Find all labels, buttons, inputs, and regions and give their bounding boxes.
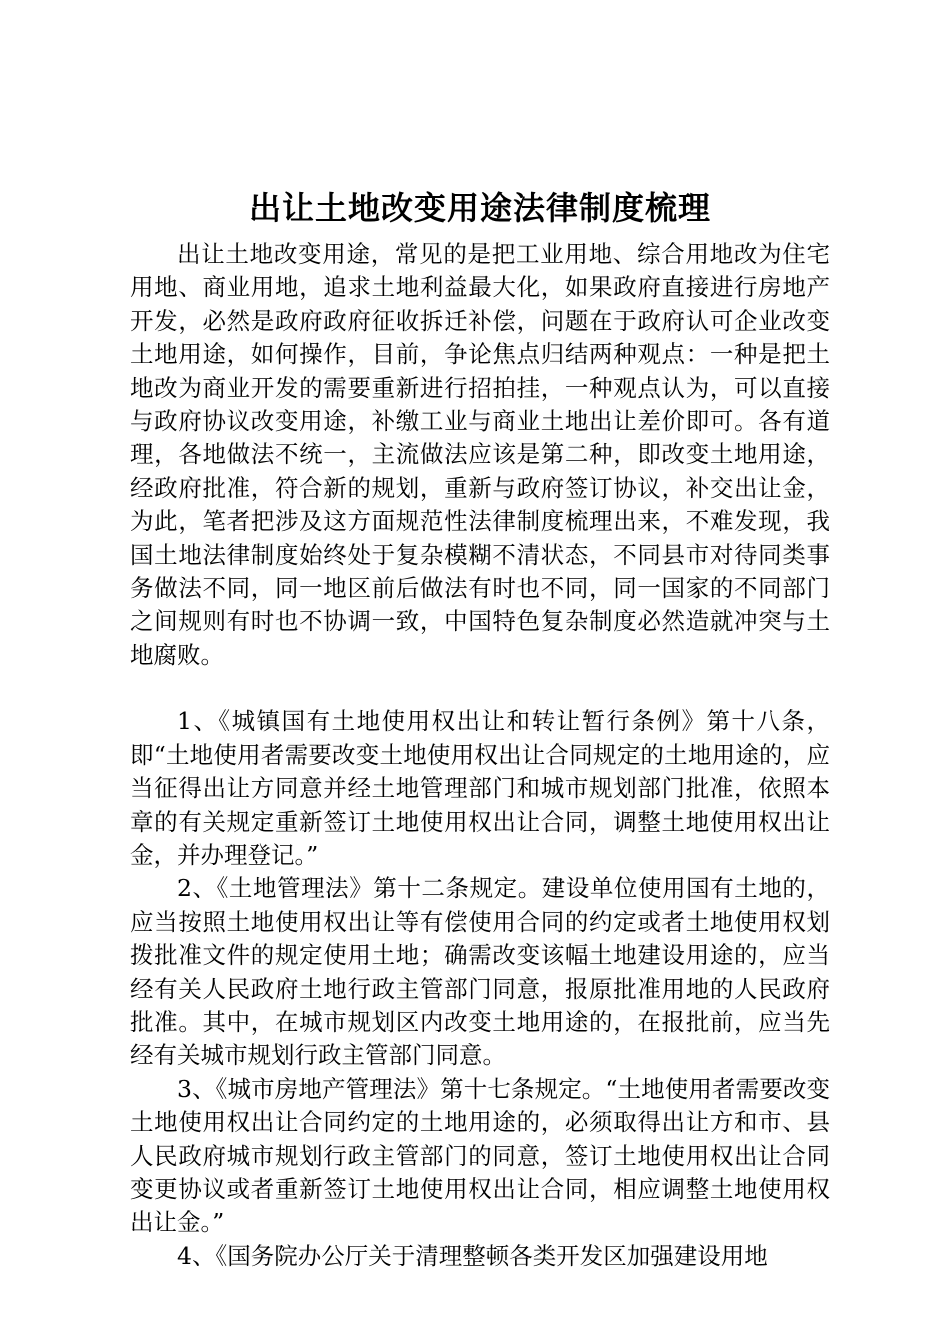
document-page [130,186,830,1273]
paragraph-spacer [130,672,830,705]
regulation-item-4: 4、《国务院办公厅关于清理整顿各类开发区加强建设用地 [177,1241,768,1270]
regulation-item-1: 1、《城镇国有土地使用权出让和转让暂行条例》第十八条，即“土地使用者需要改变土地使用权出让合同规定的土地用途的，应当征得出让方同意并经土地管理部门和城市规划部门批准，依照本章的有关规定重新签订土地使用权出让合同，调整土地使用权出让金，并办理登记。” [130,707,830,869]
regulation-item-2: 2、《土地管理法》第十二条规定。建设单位使用国有土地的，应当按照土地使用权出让等有偿使用合同的约定或者土地使用权划拨批准文件的规定使用土地；确需改变该幅土地建设用途的，应当经有关人民政府土地行政主管部门同意，报原批准用地的人民政府批准。其中，在城市规划区内改变土地用途的，在报批前，应当先经有关城市规划行政主管部门同意。 [130,874,830,1070]
document-title: 出让土地改变用途法律制度梳理 [248,189,711,227]
regulation-item-3: 3、《城市房地产管理法》第十七条规定。“土地使用者需要改变土地使用权出让合同约定的土地用途的，必须取得出让方和市、县人民政府城市规划行政主管部门的同意，签订土地使用权出让合同变更协议或者重新签订土地使用权出让合同，相应调整土地使用权出让金。” [130,1074,830,1237]
intro-paragraph: 出让土地改变用途，常见的是把工业用地、综合用地改为住宅用地、商业用地，追求土地利益最大化，如果政府直接进行房地产开发，必然是政府政府征收拆迁补偿，问题在于政府认可企业改变土地用途，如何操作，目前，争论焦点归结两种观点：一种是把土地改为商业开发的需要重新进行招拍挂，一种观点认为，可以直接与政府协议改变用途，补缴工业与商业土地出让差价即可。各有道理，各地做法不统一，主流做法应该是第二种，即改变土地用途，经政府批准，符合新的规划，重新与政府签订协议，补交出让金，为此，笔者把涉及这方面规范性法律制度梳理出来，不难发现，我国土地法律制度始终处于复杂模糊不清状态，不同县市对待同类事务做法不同，同一地区前后做法有时也不同，同一国家的不同部门之间规则有时也不协调一致，中国特色复杂制度必然造就冲突与土地腐败。 [130,240,830,669]
